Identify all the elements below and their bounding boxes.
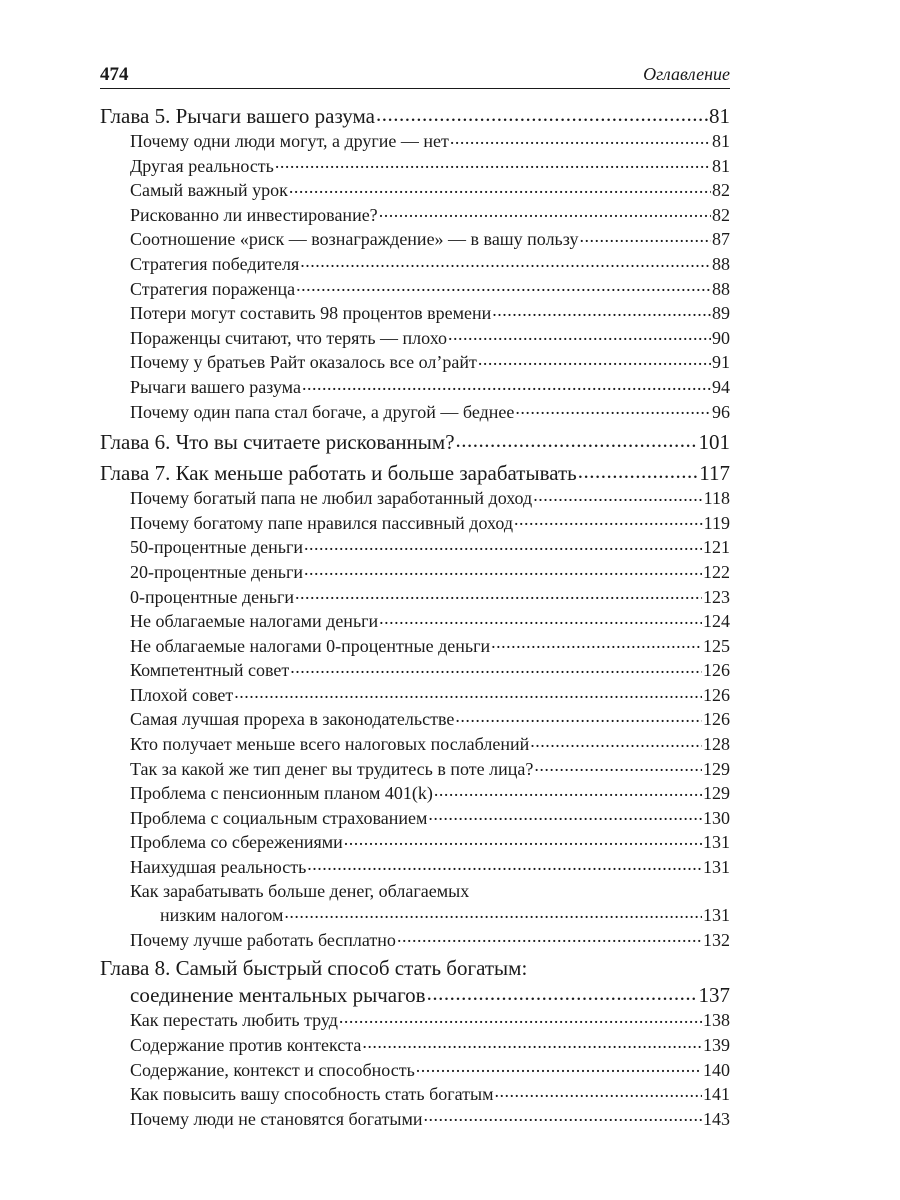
page-ref: 122 (703, 561, 730, 582)
toc-chapter-6 (100, 428, 730, 455)
page-ref: 119 (703, 512, 730, 533)
chapter-title: Глава 6. Что вы считаете рискованным? (100, 430, 455, 455)
dot-leader (492, 301, 711, 319)
page-ref: 88 (712, 253, 730, 274)
page-ref: 126 (703, 709, 730, 730)
toc-entry (100, 707, 730, 732)
page-ref: 81 (709, 104, 730, 128)
dot-leader (289, 178, 711, 196)
dot-leader (434, 781, 702, 799)
entry-title: Кто получает меньше всего налоговых послаблений (130, 734, 530, 755)
entry-title: Потери могут составить 98 процентов времени (130, 303, 492, 324)
entry-title: Так за какой же тип денег вы трудитесь в поте лица? (130, 758, 534, 779)
toc-entry (100, 928, 730, 953)
page-ref: 121 (703, 537, 730, 558)
dot-leader (578, 459, 699, 480)
page-ref: 138 (703, 1010, 730, 1031)
dot-leader (427, 981, 698, 1002)
page-ref: 131 (703, 832, 730, 853)
toc-entry (100, 178, 730, 203)
dot-leader (530, 732, 702, 750)
entry-title: низким налогом (160, 905, 284, 926)
toc-entry (100, 1033, 730, 1058)
page-ref: 130 (703, 807, 730, 828)
toc-entry (100, 658, 730, 683)
dot-leader (448, 326, 711, 344)
toc-entry (100, 227, 730, 252)
toc-chapter-8-line2 (100, 981, 730, 1008)
page-ref: 101 (698, 430, 730, 455)
entry-title: 50-процентные деньги (130, 537, 303, 558)
toc-entry (100, 375, 730, 400)
chapter-8-items (100, 1008, 730, 1131)
dot-leader (304, 560, 702, 578)
dot-leader (379, 203, 711, 221)
entry-title: Плохой совет (130, 684, 234, 705)
dot-leader (275, 154, 711, 172)
entry-title: Как перестать любить труд (130, 1010, 338, 1031)
page-ref: 94 (712, 376, 730, 397)
dot-leader (397, 928, 702, 946)
page-ref: 117 (699, 461, 730, 486)
entry-title: Почему у братьев Райт оказалось все ол’райт (130, 352, 477, 373)
toc-entry (100, 350, 730, 375)
page-ref: 131 (703, 905, 730, 926)
dot-leader (376, 102, 708, 123)
toc-entry (100, 252, 730, 277)
toc-entry (100, 1107, 730, 1132)
running-head: Оглавление (643, 64, 730, 84)
dot-leader (339, 1008, 702, 1026)
toc-entry (100, 486, 730, 511)
dot-leader (284, 903, 702, 921)
toc-entry (100, 757, 730, 782)
chapter-7-items (100, 486, 730, 880)
dot-leader (424, 1107, 702, 1125)
page-ref: 81 (712, 131, 730, 151)
table-of-contents (100, 102, 730, 1131)
toc-entry (100, 683, 730, 708)
toc-chapter-8-line1: Глава 8. Самый быстрый способ стать богатым: (100, 956, 528, 981)
dot-leader (295, 585, 702, 603)
dot-leader (514, 511, 703, 529)
entry-title: Самый важный урок (130, 180, 288, 201)
toc-entry (100, 585, 730, 610)
dot-leader (302, 375, 711, 393)
page-ref: 125 (703, 635, 730, 656)
page-ref: 124 (703, 611, 730, 632)
page-ref: 143 (703, 1108, 730, 1129)
dot-leader (362, 1033, 702, 1051)
dot-leader (580, 227, 712, 245)
entry-title: Рискованно ли инвестирование? (130, 204, 378, 225)
toc-entry (100, 535, 730, 560)
entry-title: Почему люди не становятся богатыми (130, 1108, 423, 1129)
chapter-title: Глава 5. Рычаги вашего разума (100, 104, 375, 128)
page-ref: 129 (703, 783, 730, 804)
entry-title: 20-процентные деньги (130, 561, 303, 582)
page-ref: 82 (712, 180, 730, 201)
dot-leader (300, 252, 711, 270)
entry-title: Рычаги вашего разума (130, 376, 301, 397)
toc-entry (100, 634, 730, 659)
dot-leader (296, 277, 711, 295)
page-ref: 87 (712, 229, 730, 250)
entry-title: Почему лучше работать бесплатно (130, 929, 396, 950)
page-ref: 90 (712, 327, 730, 348)
toc-entry (100, 301, 730, 326)
dot-leader (515, 400, 711, 418)
toc-entry (100, 855, 730, 880)
page-ref: 89 (712, 303, 730, 324)
entry-title: Соотношение «риск — вознаграждение» — в вашу пользу (130, 229, 579, 250)
toc-entry (100, 1008, 730, 1033)
dot-leader (456, 428, 698, 449)
toc-entry (100, 400, 730, 425)
entry-title: Пораженцы считают, что терять — плохо (130, 327, 448, 348)
dot-leader (534, 757, 702, 775)
dot-leader (455, 707, 702, 725)
toc-entry (100, 1082, 730, 1107)
page-ref: 126 (703, 684, 730, 705)
chapter-5-items (100, 129, 730, 424)
page-ref: 139 (703, 1035, 730, 1055)
dot-leader (491, 634, 702, 652)
toc-entry (100, 806, 730, 831)
dot-leader (304, 535, 702, 553)
entry-title: Стратегия пораженца (130, 278, 296, 299)
entry-title: Почему одни люди могут, а другие — нет (130, 131, 449, 151)
dot-leader (416, 1058, 702, 1076)
page-ref: 118 (703, 488, 730, 509)
page-number: 474 (100, 64, 129, 85)
toc-entry (100, 129, 730, 154)
dot-leader (234, 683, 702, 701)
page-ref: 123 (703, 586, 730, 607)
toc-entry (100, 203, 730, 228)
page-ref: 88 (712, 278, 730, 299)
entry-title: Проблема с социальным страхованием (130, 807, 428, 828)
entry-title: Стратегия победителя (130, 253, 300, 274)
chapter-title: Глава 7. Как меньше работать и больше зарабатывать (100, 461, 577, 486)
dot-leader (450, 129, 711, 147)
toc-entry (100, 732, 730, 757)
page-ref: 82 (712, 204, 730, 225)
page-ref: 96 (712, 401, 730, 422)
entry-title: Почему один папа стал богаче, а другой — беднее (130, 401, 515, 422)
entry-title: Содержание против контекста (130, 1035, 362, 1055)
page-ref: 137 (698, 983, 730, 1008)
entry-title: Компетентный совет (130, 660, 290, 681)
dot-leader (344, 830, 702, 848)
dot-leader (495, 1082, 703, 1100)
toc-entry (100, 154, 730, 179)
entry-title: Наихудшая реальность (130, 857, 307, 878)
toc-entry (100, 781, 730, 806)
page-ref: 91 (712, 352, 730, 373)
page-ref: 128 (703, 734, 730, 755)
entry-title: Почему богатый папа не любил заработанный доход (130, 488, 533, 509)
toc-entry (100, 1058, 730, 1083)
toc-entry-line1: Как зарабатывать больше денег, облагаемых (130, 880, 470, 901)
toc-entry (100, 830, 730, 855)
toc-entry (100, 511, 730, 536)
dot-leader (478, 350, 711, 368)
toc-entry (100, 560, 730, 585)
entry-title: Не облагаемые налогами 0-процентные деньги (130, 635, 491, 656)
chapter-title: соединение ментальных рычагов (130, 983, 426, 1008)
page-ref: 132 (703, 929, 730, 950)
page-ref: 140 (703, 1059, 730, 1080)
entry-title: Не облагаемые налогами деньги (130, 611, 379, 632)
dot-leader (428, 806, 702, 824)
entry-title: Проблема со сбережениями (130, 832, 343, 853)
page-ref: 131 (703, 857, 730, 878)
page-ref: 81 (712, 155, 730, 176)
entry-title: Содержание, контекст и способность (130, 1059, 415, 1080)
page-ref: 126 (703, 660, 730, 681)
toc-chapter-7 (100, 459, 730, 486)
entry-title: 0-процентные деньги (130, 586, 294, 607)
page-ref: 129 (703, 758, 730, 779)
dot-leader (307, 855, 702, 873)
entry-title: Как повысить вашу способность стать богатым (130, 1084, 494, 1105)
toc-entry (100, 609, 730, 634)
toc-entry-line2 (100, 903, 730, 928)
dot-leader (290, 658, 702, 676)
entry-title: Почему богатому папе нравился пассивный доход (130, 512, 513, 533)
toc-entry (100, 326, 730, 351)
entry-title: Самая лучшая прореха в законодательстве (130, 709, 455, 730)
dot-leader (533, 486, 702, 504)
entry-title: Другая реальность (130, 155, 274, 176)
page-ref: 141 (703, 1084, 730, 1105)
entry-title: Проблема с пенсионным планом 401(k) (130, 783, 433, 804)
toc-entry (100, 277, 730, 302)
toc-chapter-5 (100, 102, 730, 129)
dot-leader (379, 609, 702, 627)
page-header (100, 62, 730, 89)
